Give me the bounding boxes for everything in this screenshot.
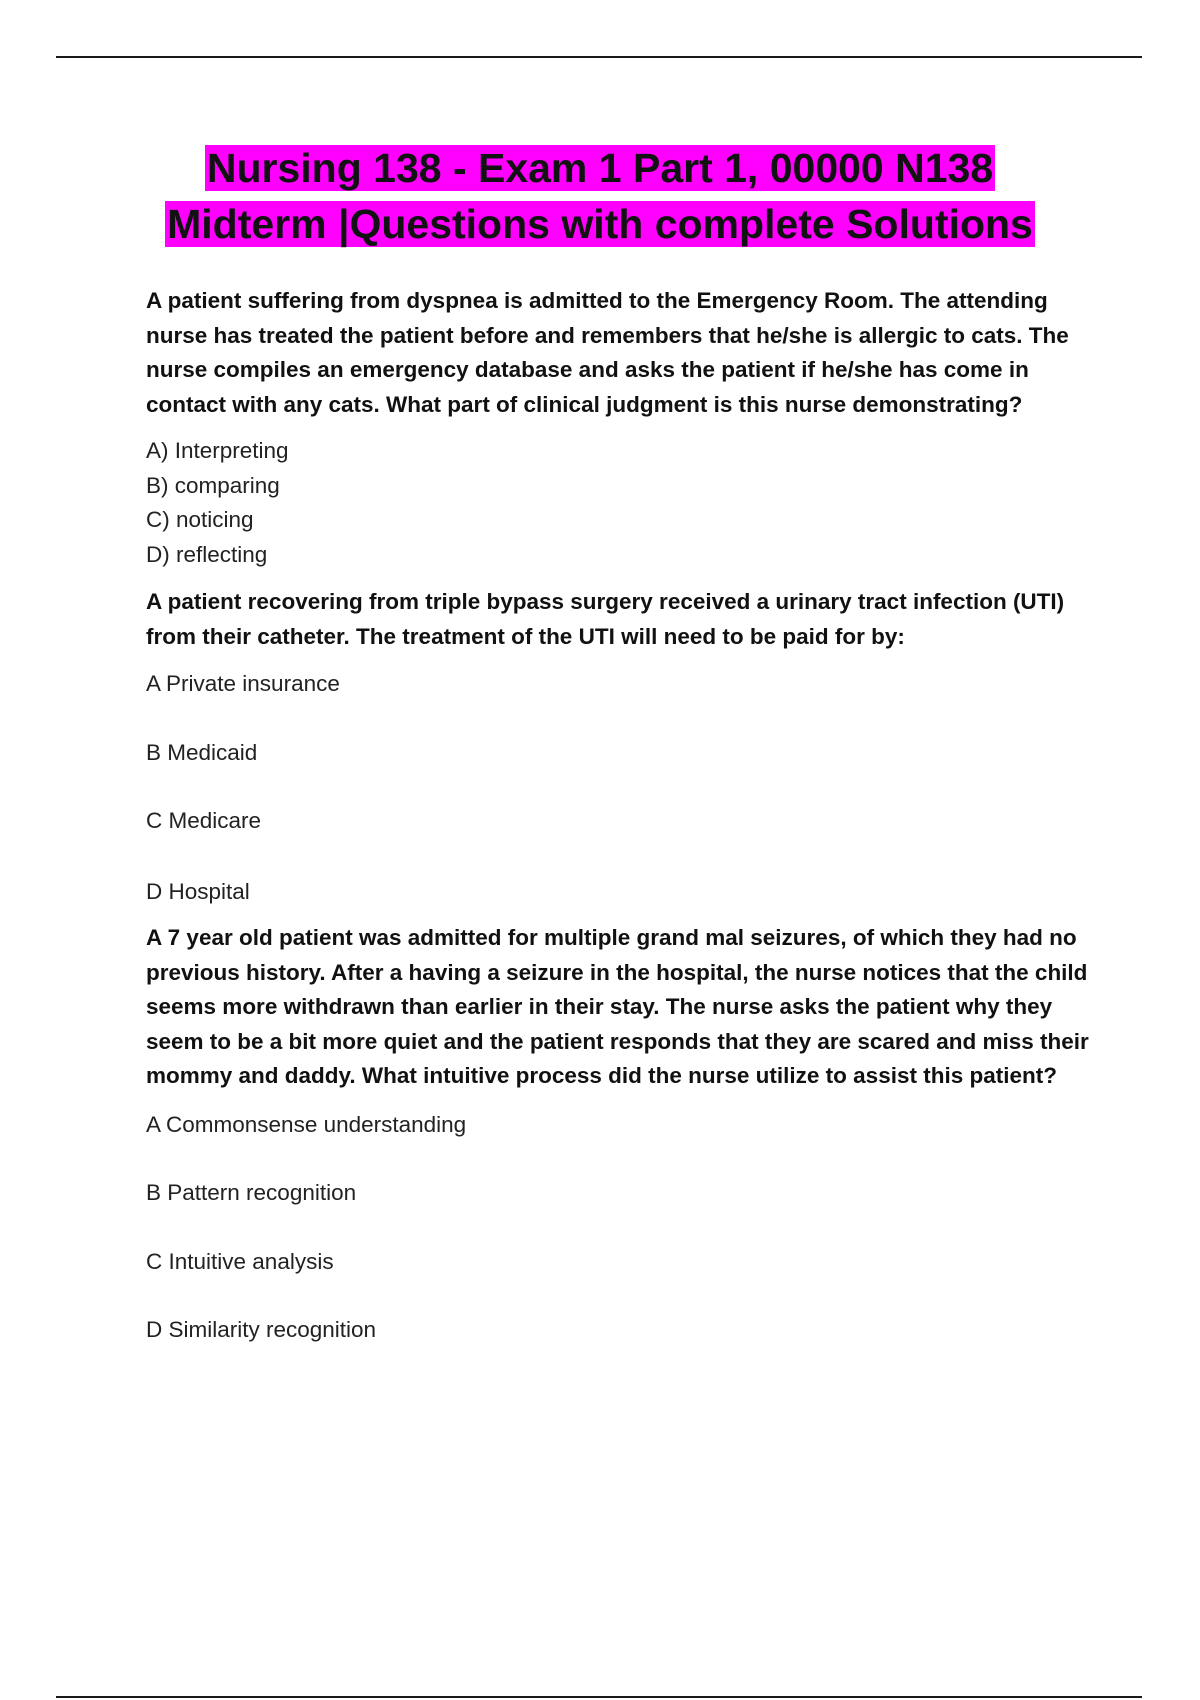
footer-rule <box>56 1696 1142 1698</box>
question-2-option-b: B Medicaid <box>146 739 258 765</box>
question-1-option-c: C) noticing <box>146 507 254 532</box>
question-2-option-a: A Private insurance <box>146 671 340 696</box>
question-1-option-a: A) Interpreting <box>146 438 289 463</box>
question-2-text: A patient recovering from triple bypass surgery received a urinary tract infection (UTI) from their catheter. The treatment of the UTI will need to be paid for by: <box>146 589 1065 649</box>
question-1-text: A patient suffering from dyspnea is admitted to the Emergency Room. The attending nurse has treated the patient before and remembers that he/she is allergic to cats. The nurse compiles an emergency database and asks the patient if he/she has come in contact with any cats. What part of clinical judgment is this nurse demonstrating? <box>146 288 1069 417</box>
question-3-option-a: A Commonsense understanding <box>146 1111 467 1137</box>
title-line-1: Nursing 138 - Exam 1 Part 1, 00000 N138 <box>206 145 994 191</box>
question-3-text: A 7 year old patient was admitted for multiple grand mal seizures, of which they had no previous history. After a having a seizure in the hospital, the nurse notices that the child seems more withdrawn than earlier in their stay. The nurse asks the patient why they seem to be a bit more quiet and the patient responds that they are scared and miss their mommy and daddy. What intuitive process did the nurse utilize to assist this patient? <box>146 925 1089 1088</box>
question-1-option-b: B) comparing <box>146 472 280 498</box>
question-3-option-b: B Pattern recognition <box>146 1180 357 1205</box>
document-title <box>0 140 1200 252</box>
question-1-options <box>146 434 1091 572</box>
question-3-options <box>146 1108 1091 1348</box>
question-list <box>146 284 1091 1348</box>
question-3-option-c: C Intuitive analysis <box>146 1248 334 1274</box>
question-3-option-d: D Similarity recognition <box>146 1317 377 1342</box>
header-rule <box>56 56 1142 58</box>
question-2-options <box>146 667 1091 909</box>
title-line-2: Midterm |Questions with complete Solutions <box>167 201 1033 247</box>
question-1-option-d: D) reflecting <box>146 541 268 567</box>
question-2-option-c: C Medicare <box>146 808 262 833</box>
question-2-option-d: D Hospital <box>146 878 250 904</box>
